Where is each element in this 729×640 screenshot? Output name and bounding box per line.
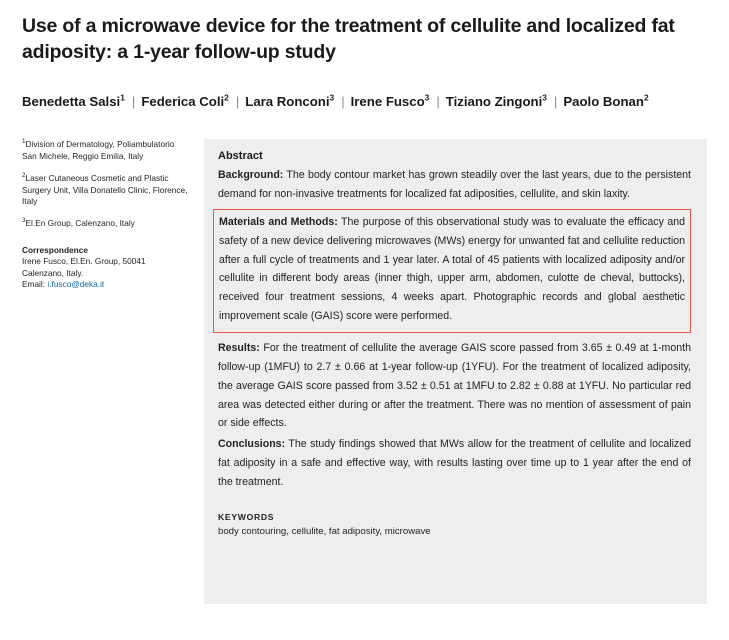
affiliation-item	[22, 218, 188, 230]
highlighted-methods-region	[213, 209, 691, 333]
page-title: Use of a microwave device for the treatment of cellulite and localized fat adiposity: a 1-year follow-up study	[22, 15, 675, 63]
abstract-methods	[219, 213, 685, 326]
author-affiliation-marker: 3	[542, 92, 547, 103]
abstract-methods-label: Materials and Methods:	[219, 215, 338, 228]
abstract-background-label: Background:	[218, 169, 284, 182]
abstract-conclusions	[218, 435, 691, 492]
affiliation-marker: 3	[22, 217, 26, 225]
affiliation-marker: 1	[22, 138, 26, 146]
affiliations-column	[22, 139, 204, 291]
author-entry	[141, 94, 229, 109]
abstract-conclusions-text: The study findings showed that MWs allow for the treatment of cellulite and localized fat adiposity in a safe and effective way, with results lasting over time up to 1 year after the end of the treatment.	[218, 438, 691, 488]
correspondence-block	[22, 256, 188, 291]
article-body	[22, 139, 707, 604]
author-name: Irene Fusco	[350, 93, 425, 109]
author-affiliation-marker: 2	[643, 92, 649, 103]
abstract-results-label: Results:	[218, 341, 260, 354]
abstract-conclusions-label: Conclusions:	[218, 438, 286, 451]
author-separator: |	[235, 93, 240, 109]
author-entry	[446, 94, 547, 109]
author-separator: |	[341, 93, 345, 109]
author-affiliation-marker: 3	[424, 92, 430, 103]
author-separator: |	[436, 93, 440, 109]
affiliation-marker: 2	[22, 172, 26, 180]
author-name: Tiziano Zingoni	[445, 93, 543, 109]
affiliation-item	[22, 139, 188, 163]
author-affiliation-marker: 1	[120, 92, 125, 103]
correspondence-email-link[interactable]: i.fusco@deka.it	[47, 279, 105, 290]
affiliation-item	[22, 173, 188, 208]
author-list	[22, 91, 707, 112]
author-name: Lara Ronconi	[245, 93, 330, 109]
correspondence-text: Irene Fusco, El.En. Group, 50041 Calenzano, Italy.	[22, 255, 146, 278]
author-separator: |	[131, 93, 136, 109]
author-entry	[22, 94, 125, 109]
abstract-box	[204, 139, 707, 604]
affiliation-text: Division of Dermatology, Poliambulatorio San Michele, Reggio Emilia, Italy	[22, 139, 175, 161]
keywords-heading: KEYWORDS	[218, 511, 275, 522]
email-label: Email:	[22, 279, 46, 290]
correspondence-heading: Correspondence	[22, 244, 88, 255]
abstract-heading: Abstract	[218, 150, 263, 163]
author-name: Benedetta Salsi	[22, 93, 121, 109]
abstract-background	[218, 166, 691, 204]
author-name: Federica Coli	[141, 93, 225, 109]
author-entry	[245, 94, 334, 109]
keywords-list: body contouring, cellulite, fat adiposity, microwave	[218, 525, 431, 537]
abstract-background-text: The body contour market has grown steadily over the last years, due to the persistent demand for non-invasive treatments for localized fat adiposities, cellulite, and skin laxity.	[218, 169, 691, 201]
author-separator: |	[553, 93, 558, 109]
author-name: Paolo Bonan	[563, 93, 644, 109]
author-entry	[563, 94, 648, 109]
author-entry	[351, 94, 430, 109]
affiliation-text: El.En Group, Calenzano, Italy	[25, 218, 135, 229]
author-affiliation-marker: 2	[224, 92, 229, 103]
affiliation-text: Laser Cutaneous Cosmetic and Plastic Surgery Unit, Villa Donatello Clinic, Florence, Italy	[22, 172, 188, 207]
abstract-methods-text: The purpose of this observational study was to evaluate the efficacy and safety of a new device delivering microwaves (MWs) energy for unwanted fat and cellulite reduction after a full cycle of treatments and 1 year later. A total of 45 patients with localized adiposity and/or cellulite in different body areas (inner thigh, upper arm, abdomen, culotte de cheval, buttocks), received four treatment sessions, 4 weeks apart. Photographic records and global aesthetic improvement scale (GAIS) score were performed.	[219, 215, 685, 323]
author-affiliation-marker: 3	[329, 92, 335, 103]
abstract-results	[218, 339, 691, 433]
abstract-results-text: For the treatment of cellulite the average GAIS score passed from 3.65 ± 0.49 at 1-month follow-up (1MFU) to 2.7 ± 0.66 at 1-year follow-up (1YFU). For the treatment of localized adiposity, the average GAIS score passed from 3.52 ± 0.51 at 1MFU to 2.82 ± 0.88 at 1YFU. No particular red area was detected either during or after the treatment. There was no mention of assessment of pain or side effects.	[218, 341, 691, 430]
